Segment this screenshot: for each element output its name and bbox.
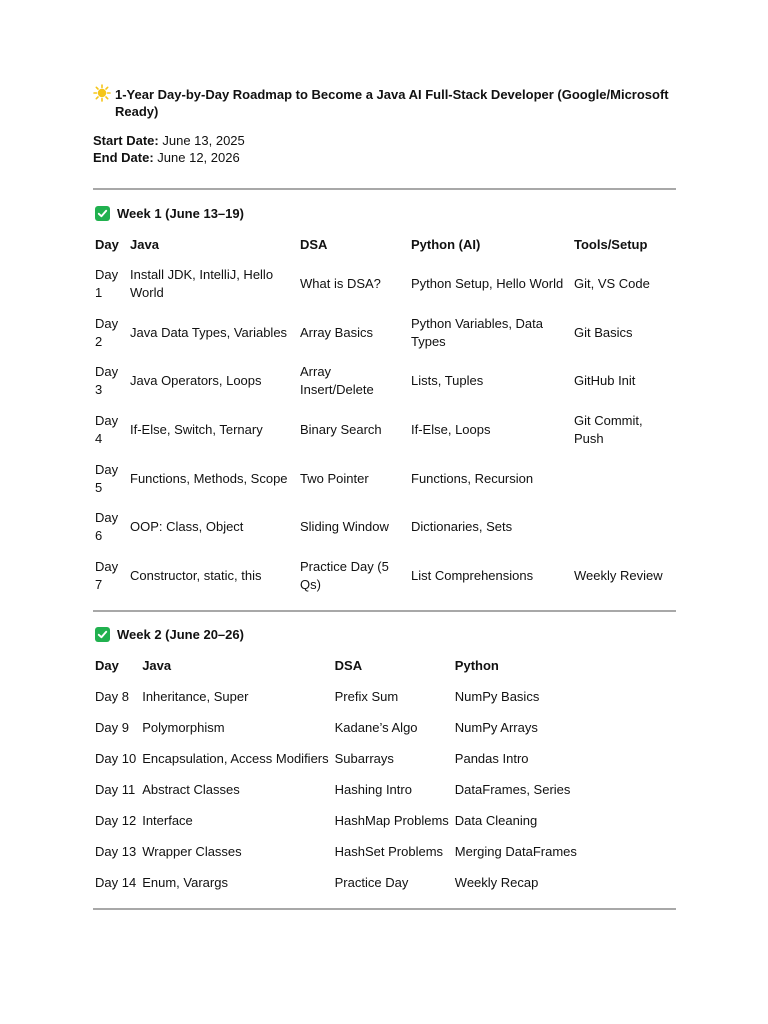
table-cell: Day 10 xyxy=(95,750,137,766)
table-cell: Practice Day xyxy=(334,874,409,890)
table-cell: Day 3 xyxy=(95,364,119,398)
page-title: 1-Year Day-by-Day Roadmap to Become a Java AI Full-Stack Developer (Google/Microsoft Ready) xyxy=(115,87,669,119)
table-cell: Install JDK, IntelliJ, Hello World xyxy=(130,267,274,301)
table-cell: Merging DataFrames xyxy=(454,843,577,859)
table-cell: NumPy Basics xyxy=(454,688,540,704)
start-date-label: Start Date: xyxy=(93,133,159,148)
column-header: Python xyxy=(454,658,499,674)
table-cell: Functions, Methods, Scope xyxy=(130,470,288,486)
table-cell: OOP: Class, Object xyxy=(130,519,244,535)
table-cell: HashSet Problems xyxy=(334,843,444,859)
column-header: DSA xyxy=(300,237,328,252)
table-cell: HashMap Problems xyxy=(334,812,449,828)
table-cell: Day 9 xyxy=(95,719,129,735)
table-cell: Weekly Review xyxy=(574,567,663,583)
table-cell xyxy=(571,503,677,552)
table-cell: Git, VS Code xyxy=(574,276,650,292)
table-cell: Polymorphism xyxy=(142,719,225,735)
table-cell: Hashing Intro xyxy=(334,781,412,797)
table-row xyxy=(92,681,580,712)
week-2-heading xyxy=(93,627,676,642)
table-cell: Day 12 xyxy=(95,812,137,828)
week-1-heading-text: Week 1 (June 13–19) xyxy=(117,206,244,221)
table-cell: Day 11 xyxy=(95,781,136,797)
table-row xyxy=(92,552,677,601)
table-row xyxy=(92,743,580,774)
column-header: Python (AI) xyxy=(411,237,481,252)
table-row xyxy=(92,454,677,503)
table-cell: Java Operators, Loops xyxy=(130,373,262,389)
table-cell: Day 6 xyxy=(95,510,119,544)
table-cell: Day 7 xyxy=(95,558,119,592)
week-1-table xyxy=(92,229,677,600)
table-row xyxy=(92,712,580,743)
table-cell: Day 8 xyxy=(95,688,129,704)
table-cell: Inheritance, Super xyxy=(142,688,249,704)
table-cell: Interface xyxy=(142,812,193,828)
section-divider xyxy=(93,188,676,190)
table-cell: Git Commit, Push xyxy=(574,413,643,447)
table-cell: What is DSA? xyxy=(300,276,381,292)
sun-icon xyxy=(93,84,111,102)
table-cell: Git Basics xyxy=(574,324,633,340)
table-cell: Java Data Types, Variables xyxy=(130,324,288,340)
check-icon xyxy=(95,206,110,221)
check-icon xyxy=(95,627,110,642)
table-cell: Day 2 xyxy=(95,315,119,349)
table-cell: Binary Search xyxy=(300,422,382,438)
column-header: Java xyxy=(142,658,172,674)
column-header: DSA xyxy=(334,658,363,674)
table-cell: Subarrays xyxy=(334,750,394,766)
table-cell: Day 4 xyxy=(95,413,119,447)
week-2-table xyxy=(92,650,580,898)
week-2-heading-text: Week 2 (June 20–26) xyxy=(117,627,244,643)
column-header: Day xyxy=(95,237,119,252)
table-cell: GitHub Init xyxy=(574,373,636,389)
table-row xyxy=(92,867,580,898)
table-cell: If-Else, Switch, Ternary xyxy=(130,422,263,438)
table-cell: Python Variables, Data Types xyxy=(411,315,543,349)
table-cell: Pandas Intro xyxy=(454,750,529,766)
table-cell: Sliding Window xyxy=(300,519,389,535)
end-date-label: End Date: xyxy=(93,150,154,165)
table-cell: Data Cleaning xyxy=(454,812,538,828)
table-cell: Array Insert/Delete xyxy=(300,364,374,398)
week-1-heading xyxy=(93,206,676,221)
table-cell xyxy=(571,454,677,503)
table-cell: Kadane’s Algo xyxy=(334,719,418,735)
table-header-row xyxy=(92,650,580,681)
table-row xyxy=(92,260,677,309)
column-header: Day xyxy=(95,658,119,674)
section-divider xyxy=(93,610,676,612)
table-cell: Prefix Sum xyxy=(334,688,399,704)
table-cell: Practice Day (5 Qs) xyxy=(300,558,389,592)
table-row xyxy=(92,805,580,836)
document-page xyxy=(93,86,676,910)
table-cell: Array Basics xyxy=(300,324,373,340)
section-divider xyxy=(93,908,676,910)
table-header-row xyxy=(92,229,677,260)
end-date xyxy=(93,149,676,166)
table-cell: Wrapper Classes xyxy=(142,843,242,859)
table-cell: Encapsulation, Access Modifiers xyxy=(142,750,329,766)
table-cell: Python Setup, Hello World xyxy=(411,276,564,292)
table-cell: Two Pointer xyxy=(300,470,369,486)
table-cell: Day 14 xyxy=(95,874,137,890)
table-cell: Lists, Tuples xyxy=(411,373,484,389)
table-row xyxy=(92,774,580,805)
start-date xyxy=(93,132,676,149)
column-header: Java xyxy=(130,237,159,252)
table-cell: List Comprehensions xyxy=(411,567,534,583)
start-date-value: June 13, 2025 xyxy=(158,133,245,148)
table-cell: Enum, Varargs xyxy=(142,874,228,890)
table-cell: Functions, Recursion xyxy=(411,470,534,486)
table-row xyxy=(92,836,580,867)
table-cell: NumPy Arrays xyxy=(454,719,538,735)
table-cell: Weekly Recap xyxy=(454,874,539,890)
end-date-value: June 12, 2026 xyxy=(153,150,240,165)
table-cell: Constructor, static, this xyxy=(130,567,262,583)
table-row xyxy=(92,309,677,358)
column-header: Tools/Setup xyxy=(574,237,648,252)
table-cell: Dictionaries, Sets xyxy=(411,519,513,535)
table-cell: DataFrames, Series xyxy=(454,781,571,797)
table-cell: Abstract Classes xyxy=(142,781,240,797)
table-cell: If-Else, Loops xyxy=(411,422,491,438)
table-cell: Day 5 xyxy=(95,461,119,495)
table-cell: Day 13 xyxy=(95,843,137,859)
table-row xyxy=(92,503,677,552)
date-range xyxy=(93,132,676,166)
title-row xyxy=(93,86,676,120)
table-cell: Day 1 xyxy=(95,267,119,301)
table-row xyxy=(92,406,677,455)
table-row xyxy=(92,357,677,406)
